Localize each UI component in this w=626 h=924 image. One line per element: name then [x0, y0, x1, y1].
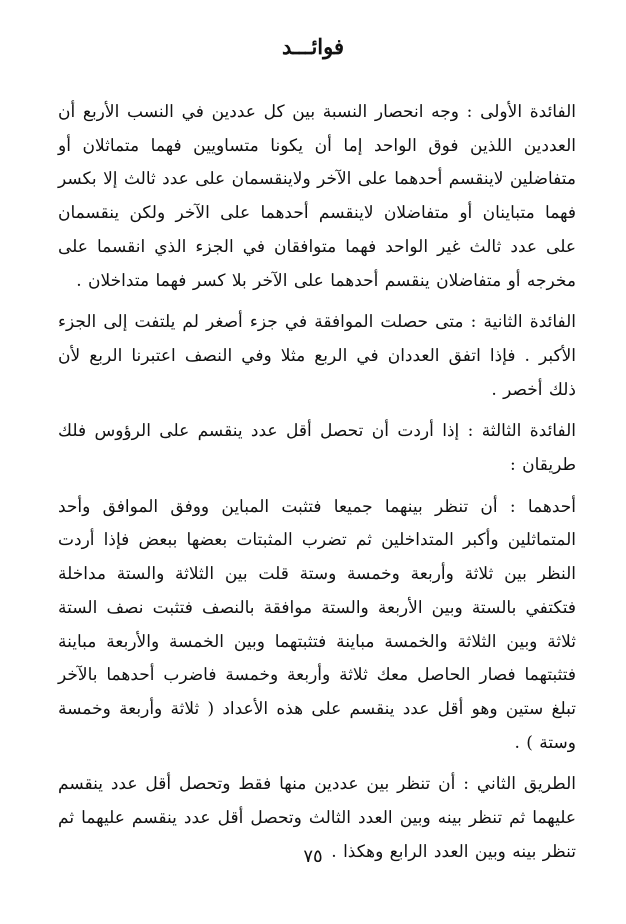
paragraph-third-benefit: الفائدة الثالثة : إذا أردت أن تحصل أقل عدد ينقسم على الرؤوس فلك طريقان :: [58, 421, 576, 476]
page-body: [58, 96, 576, 869]
paragraph-first-method: أحدهما : أن تنظر بينهما جميعا فتثبت المباين ووفق الموافق وأحد المتماثلين وأكبر المتداخلين ثم تضرب المثبتات بعضها ببعض فإذا أردت النظر بين ثلاثة وأربعة وخمسة وستة قلت بين الثلاثة والستة مداخلة فتكتفي بالستة وبين الأربعة والستة موافقة بالنصف فتثبت نصف الستة ثلاثة وبين الثلاثة والخمسة مباينة فتثبتهما وبين الخمسة والأربعة مباينة فتثبتهما فصار الحاصل معك ثلاثة وأربعة وخمسة فاضرب أحدهما بالآخر تبلغ ستين وهو أقل عدد ينقسم على هذه الأعداد ( ثلاثة وأربعة وخمسة وستة ) .: [58, 496, 576, 753]
page-number: ٧٥: [303, 846, 323, 867]
paragraph-second-benefit: الفائدة الثانية : متى حصلت الموافقة في جزء أصغر لم يلتفت إلى الجزء الأكبر . فإذا اتفق العددان في الربع مثلا وفي النصف اعتبرنا الربع لأن ذلك أخصر .: [58, 312, 576, 400]
page-header: فوائـــد: [281, 34, 345, 59]
paragraph-first-benefit: الفائدة الأولى : وجه انحصار النسبة بين كل عددين في النسب الأربع أن العددين اللذين فوق الواحد إما أن يكونا متساويين فهما متماثلان أو متفاضلين لاينقسم أحدهما على الآخر ولاينقسمان على عدد ثالث إلا بكسر فهما متباينان أو متفاضلان لاينقسم أحدهما على الآخر ولكن ينقسمان على عدد ثالث غير الواحد فهما متوافقان في الجزء الذي انقسما على مخرجه أو متفاضلان ينقسم أحدهما على الآخر بلا كسر فهما متداخلان .: [58, 102, 576, 291]
paragraph-second-method: الطريق الثاني : أن تنظر بين عددين منها فقط وتحصل أقل عدد ينقسم عليهما ثم تنظر بينه وبين العدد الثالث وتحصل أقل عدد ينقسم عليهما ثم تنظر بينه وبين العدد الرابع وهكذا .: [58, 774, 576, 862]
